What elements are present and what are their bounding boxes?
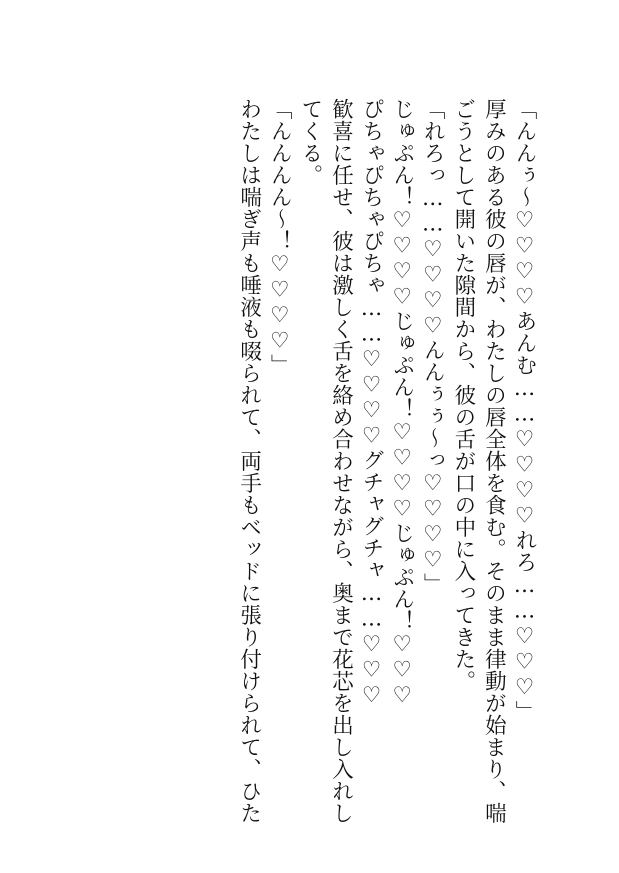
text-column-8: てくる。 [297, 98, 323, 186]
text-column-3: ごうとして開いた隙間から、彼の舌が口の中に入ってきた。 [450, 98, 476, 692]
text-column-6: ぴちゃぴちゃぴちゃ……♡♡♡♡グチャグチャ……♡♡♡ [359, 98, 385, 709]
text-column-9: 「んんんん～！♡♡♡♡」 [267, 98, 293, 376]
text-column-2: 厚みのある彼の唇が、わたしの唇全体を食む。そのまま律動が始まり、喘 [481, 98, 507, 824]
text-column-4: 「れろっ……♡♡♡♡んんぅぅ～っ♡♡♡♡」 [420, 98, 446, 595]
text-column-5: じゅぷん！♡♡♡♡じゅぷん！♡♡♡♡じゅぷん！♡♡♡ [389, 98, 415, 709]
vertical-text-body [233, 98, 539, 824]
text-column-10: わたしは喘ぎ声も唾液も啜られて、両手もベッドに張り付けられて、ひた [236, 98, 262, 824]
text-column-7: 歓喜に任せ、彼は激しく舌を絡め合わせながら、奥まで花芯を出し入れし [328, 98, 354, 824]
text-column-1: 「んんぅ～♡♡♡♡あんむ……♡♡♡♡れろ……♡♡♡」 [512, 98, 537, 723]
